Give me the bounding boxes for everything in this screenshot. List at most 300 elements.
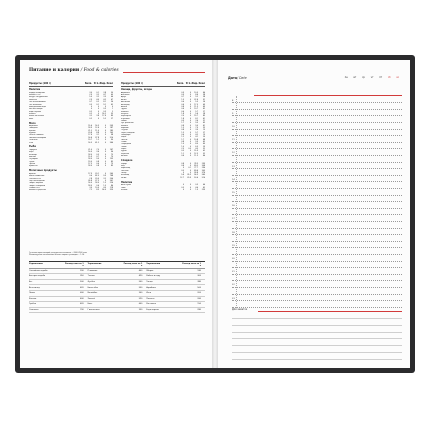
food-name: Укроп	[121, 148, 127, 151]
food-name: Сливки 10%	[29, 187, 40, 190]
exercise-kcal: 420	[138, 275, 143, 278]
food-value: 69	[202, 103, 205, 106]
food-name: Халва	[121, 176, 127, 179]
food-value: 33	[202, 126, 205, 129]
food-value: 5.2	[103, 117, 106, 120]
food-row	[121, 152, 205, 158]
food-value: 0.9	[181, 119, 184, 122]
food-value: 0.7	[96, 156, 99, 159]
food-value: 0.2	[89, 112, 92, 115]
exercise-table-header	[29, 261, 205, 269]
food-value: 299	[201, 162, 205, 165]
food-value: 9.2	[195, 96, 198, 99]
food-value: 41	[202, 117, 205, 120]
food-value: 36	[110, 101, 113, 104]
food-value: 147	[109, 149, 113, 152]
food-value: 0	[189, 122, 191, 125]
food-value: 1.3	[181, 126, 184, 129]
food-value: 0	[189, 164, 191, 167]
food-value: 0	[189, 155, 191, 158]
food-value: 0	[189, 110, 191, 113]
food-value: 118	[109, 187, 113, 190]
food-value: 0.9	[181, 94, 184, 97]
food-name: Хурма	[121, 150, 127, 153]
exercise-kcal: 500	[80, 281, 84, 284]
food-value: 80.3	[194, 164, 198, 167]
food-value: 3.5	[103, 96, 106, 99]
exercise-kcal: 420	[80, 303, 84, 306]
food-value: 83	[110, 160, 113, 163]
food-value: 2.9	[89, 98, 92, 101]
food-name: Огурцы	[121, 129, 128, 132]
food-name: Горбуша	[29, 149, 37, 152]
food-value: 0	[104, 180, 106, 182]
food-value: 260	[109, 172, 113, 175]
food-value: 0	[189, 138, 191, 141]
header-protein: Белк.	[85, 82, 93, 85]
hour-label: 23	[232, 297, 235, 300]
food-value: 0	[104, 136, 106, 139]
food-value: 0	[189, 145, 191, 148]
hour-label: 15	[232, 191, 235, 194]
food-value: 226	[109, 182, 113, 185]
food-name: Минтай	[29, 156, 36, 159]
food-name: Кролик	[29, 129, 36, 132]
food-value: 9.0	[96, 158, 99, 161]
food-value: 0.3	[96, 153, 99, 156]
food-value: 2.9	[89, 94, 92, 97]
food-name: Брынза	[29, 172, 36, 175]
food-value: 0	[189, 126, 191, 129]
food-value: 3.0	[89, 187, 92, 190]
header-carbs: Жир.	[99, 82, 106, 85]
food-value: 14.2	[102, 112, 106, 115]
food-name: Апельсин	[121, 94, 130, 97]
exercise-name: Езда верхом	[146, 309, 159, 312]
food-value: 27	[202, 110, 205, 113]
food-name: Смородина	[121, 143, 131, 146]
food-value: 1.5	[195, 188, 198, 191]
food-value: 4.2	[195, 133, 198, 136]
note-line[interactable]	[232, 318, 402, 319]
food-value: 31	[202, 119, 205, 122]
food-value: 15.9	[88, 156, 92, 159]
food-value: 5.7	[195, 110, 198, 113]
header-kcal-hour: Расход ккал за 1 ч	[123, 262, 143, 267]
food-value: 0.2	[89, 117, 92, 120]
food-value: 0.8	[181, 124, 184, 127]
food-name: Зефир	[121, 162, 127, 165]
food-name: Свинина нежирная	[29, 136, 47, 139]
food-value: 16.0	[88, 151, 92, 154]
food-name: Минеральная вода	[29, 105, 46, 108]
food-value: 28	[202, 112, 205, 115]
exercise-name: Бег	[29, 281, 33, 284]
food-name: Арбуз	[121, 96, 127, 99]
food-value: 20	[202, 136, 205, 139]
food-value: 18.0	[88, 165, 92, 168]
food-value: 0.6	[89, 175, 92, 178]
food-value: 52	[202, 152, 205, 155]
food-value: 42	[110, 103, 113, 106]
food-value: 4.0	[103, 187, 106, 190]
food-name: Картофель	[121, 115, 131, 118]
food-value: 1	[111, 108, 113, 111]
food-value: 42	[202, 186, 205, 189]
food-value: 0	[182, 171, 184, 174]
food-value: 0	[189, 94, 191, 97]
food-name: Утка	[29, 141, 34, 144]
food-value: 0	[189, 133, 191, 136]
food-value: 22.4	[194, 98, 198, 101]
food-value: 96	[110, 151, 113, 154]
food-value: 9.0	[195, 124, 198, 127]
food-name: Лимон	[121, 119, 127, 122]
food-value: 99.8	[194, 171, 198, 174]
food-value: 0	[104, 125, 106, 128]
food-value: 12.3	[194, 152, 198, 155]
food-name: Какао на молоке	[29, 115, 45, 118]
food-value: 0	[104, 141, 106, 144]
food-value: 0	[189, 171, 191, 174]
section-title: Сладкое	[121, 159, 133, 162]
food-value: 48	[202, 138, 205, 141]
food-value: 46	[202, 91, 205, 94]
section-title: Молочные продукты	[29, 169, 57, 173]
food-value: 18.0	[88, 184, 92, 187]
exercise-name: Велосипед	[29, 286, 40, 289]
food-value: 11.3	[194, 155, 198, 158]
header-kcal-hour: Расход ккал за 1 ч	[64, 262, 84, 267]
food-value: 346	[109, 141, 113, 144]
food-name: Виноград	[121, 103, 130, 106]
exercise-name: Футбол	[87, 281, 96, 284]
food-value: 0.8	[96, 165, 99, 168]
food-value: 1.3	[103, 182, 106, 185]
hour-label: 13	[232, 165, 235, 168]
food-name: Пиво	[121, 186, 126, 189]
food-value: 0	[189, 101, 191, 104]
food-name: Морковь	[121, 126, 129, 129]
food-value: 0	[104, 105, 106, 108]
food-value: 5.5	[195, 101, 198, 104]
food-value: 19.0	[88, 160, 92, 163]
food-value: 3.6	[195, 119, 198, 122]
food-value: 0	[189, 117, 191, 120]
food-value: 60	[110, 94, 113, 97]
header-exercise: Упражнения	[29, 262, 43, 265]
food-value: 0	[90, 105, 92, 108]
food-value: 0.3	[103, 110, 106, 113]
food-name: Судак	[29, 160, 35, 163]
header-protein: Белк.	[177, 82, 185, 85]
note-line[interactable]	[232, 345, 402, 346]
half-hour-slot[interactable]	[232, 301, 402, 308]
food-value: 4.7	[103, 94, 106, 97]
food-value: 3.0	[89, 91, 92, 94]
food-name: Кофе черный	[29, 110, 41, 113]
food-name: Сок яблочный	[29, 103, 42, 106]
food-value: 5.4	[195, 112, 198, 115]
food-value: 0	[189, 91, 191, 94]
hour-label: 20	[232, 257, 235, 260]
food-value: 0.1	[96, 103, 99, 106]
food-value: 14.0	[88, 182, 92, 185]
food-value: 56.5	[194, 174, 198, 177]
food-value: 19.7	[88, 139, 92, 142]
food-value: 3.2	[96, 96, 99, 99]
food-value: 2.8	[89, 177, 92, 180]
food-name: Черешня	[121, 152, 129, 155]
exercise-name: Скакалка	[29, 309, 39, 312]
food-value: 165	[109, 132, 113, 135]
food-value: 17.4	[102, 115, 106, 118]
exercise-kcal: 180	[197, 269, 202, 272]
food-value: 183	[109, 129, 113, 132]
food-value: 0	[189, 186, 191, 189]
food-value: 50.6	[194, 176, 198, 179]
exercise-name: Пилатес	[146, 297, 155, 300]
exercise-kcal: 200	[80, 269, 84, 272]
food-value: 0.5	[188, 148, 191, 151]
exercise-kcal: 520	[138, 297, 143, 300]
food-value: 53	[110, 112, 113, 115]
food-value: 153	[109, 158, 113, 161]
food-value: 49	[202, 105, 205, 108]
food-value: 0	[189, 150, 191, 153]
food-row	[29, 165, 113, 167]
exercise-kcal: 300	[138, 292, 143, 295]
food-value: 89	[110, 115, 113, 118]
food-value: 0	[90, 108, 92, 111]
food-value: 10.7	[194, 108, 198, 111]
food-table-right	[121, 82, 205, 191]
note-line[interactable]	[232, 338, 402, 339]
exercise-kcal: 600	[138, 303, 143, 306]
note-line[interactable]	[232, 325, 402, 326]
exercise-kcal: 300	[197, 275, 202, 278]
exercise-name: Быстрая ходьба	[29, 275, 46, 278]
food-value: 187	[109, 127, 113, 130]
food-value: 6.5	[195, 145, 198, 148]
food-value: 0	[97, 108, 99, 111]
header-exercise: Упражнения	[87, 262, 102, 265]
food-value: 0	[189, 103, 191, 106]
weekday-label: ср	[362, 76, 365, 79]
food-value: 296	[201, 167, 205, 170]
food-value: 3.6	[96, 151, 99, 154]
food-value: 4.6	[195, 186, 198, 189]
food-value: 0	[182, 188, 184, 191]
food-value: 0.7	[89, 101, 92, 104]
hour-label: 12	[232, 152, 235, 155]
food-value: 0	[182, 184, 184, 187]
food-value: 19	[202, 133, 205, 136]
food-value: 12.4	[95, 127, 99, 130]
food-name: Скумбрия	[29, 158, 38, 161]
food-value: 21.0	[88, 149, 92, 152]
weekday-labels	[342, 76, 404, 79]
food-value: 4.2	[103, 98, 106, 101]
food-value: 32	[202, 148, 205, 151]
exercise-name: Волейбол	[87, 292, 98, 295]
food-value: 239	[201, 188, 205, 191]
date-label-ru: Дата	[228, 76, 237, 80]
food-value: 0.8	[181, 105, 184, 108]
food-value: 70	[110, 156, 113, 159]
table-header	[29, 82, 113, 87]
food-name: Чай без сахара	[29, 108, 43, 111]
weekday-label: вт	[353, 76, 357, 79]
food-value: 0	[104, 129, 106, 132]
food-value: 0.6	[181, 133, 184, 136]
food-value: 0	[189, 124, 191, 127]
food-value: 0	[189, 96, 191, 99]
food-value: 0	[104, 139, 106, 142]
exercise-name: Танцы	[146, 281, 153, 284]
food-value: 0	[104, 165, 106, 168]
notes-label: Для заметок	[232, 308, 248, 311]
exercise-kcal: 500	[197, 286, 202, 289]
food-value: 0	[111, 105, 113, 108]
food-value: 0.8	[181, 141, 184, 143]
exercise-name: Бокс	[87, 303, 93, 306]
food-value: 0	[104, 127, 106, 130]
title-ru: Питание и калории	[29, 68, 80, 73]
note-line[interactable]	[232, 332, 402, 333]
note-line[interactable]	[232, 352, 402, 353]
food-name: Тыква	[121, 145, 127, 148]
page-title	[29, 68, 119, 73]
food-value: 20.8	[88, 132, 92, 135]
food-value: 83	[202, 115, 205, 118]
food-value: 15	[202, 129, 205, 132]
exercise-kcal: 400	[138, 269, 143, 272]
food-value: 0	[104, 153, 106, 156]
food-value: 43	[202, 122, 205, 125]
header-product: Продукты (100 г)	[29, 82, 52, 85]
exercise-name: Теннис	[87, 275, 95, 278]
food-value: 17.9	[88, 172, 92, 175]
food-value: 0	[97, 110, 99, 113]
hour-label: 18	[232, 231, 235, 234]
note-line[interactable]	[232, 359, 402, 360]
food-value: 0.9	[181, 91, 184, 94]
food-value: 8.5	[96, 189, 99, 192]
food-value: 540	[201, 174, 205, 177]
food-value: 56.0	[102, 189, 106, 192]
food-value: 8.1	[103, 101, 106, 104]
food-name: Коньяк	[121, 188, 128, 191]
food-name: Квас	[29, 117, 34, 120]
food-name: Говядина	[29, 127, 38, 130]
food-value: 0	[189, 136, 191, 139]
food-value: 29	[202, 145, 205, 148]
food-name: Капуста	[121, 112, 129, 115]
food-name: Печень говяжья	[29, 134, 44, 137]
food-value: 27	[202, 131, 205, 134]
food-name: Творог нежирный	[29, 184, 45, 187]
food-value: 1.3	[181, 131, 184, 134]
food-value: 62	[202, 150, 205, 153]
food-name: Курица	[29, 132, 36, 135]
food-value: 2.5	[181, 148, 184, 151]
food-name: Масло сливочное	[29, 175, 45, 178]
food-value: 83	[110, 165, 113, 168]
food-value: 0.5	[181, 169, 184, 172]
food-value: 0.3	[181, 186, 184, 189]
food-value: 0	[189, 188, 191, 191]
food-value: 1.2	[181, 136, 184, 139]
food-name: Банан	[121, 98, 127, 101]
exercise-name: Коньки	[29, 297, 37, 300]
food-name: Кальмар	[29, 153, 37, 156]
exercise-kcal: 500	[138, 281, 143, 284]
hour-label: 10	[232, 125, 235, 128]
header-exercise: Упражнения	[146, 262, 161, 265]
food-value: 0	[97, 117, 99, 120]
food-value: 78.3	[194, 162, 198, 165]
food-value: 0	[189, 129, 191, 132]
food-name: Редис	[121, 136, 127, 139]
food-value: 38	[202, 94, 205, 97]
food-name: Ряженка	[29, 98, 37, 101]
food-value: 17.5	[194, 103, 198, 106]
food-name: Лук репчатый	[121, 122, 134, 125]
hour-label: 21	[232, 271, 235, 274]
exercise-kcal: 420	[80, 286, 84, 289]
food-name: Пастила	[121, 169, 129, 172]
section-title: Мясо	[29, 121, 36, 125]
food-value: 308	[201, 164, 205, 167]
food-value: 15.9	[194, 150, 198, 153]
food-value: 3.8	[96, 115, 99, 118]
food-value: 4.5	[195, 148, 198, 151]
food-value: 3.0	[195, 129, 198, 132]
food-value: 17.5	[88, 163, 92, 166]
food-value: 3.2	[89, 115, 92, 118]
food-value: 18.0	[88, 153, 92, 156]
food-value: 0	[189, 119, 191, 122]
section-title: Напитки	[121, 180, 133, 184]
food-value: 98	[110, 134, 113, 137]
food-value: 17.4	[88, 134, 92, 137]
food-name: Креветки	[29, 165, 38, 168]
exercise-name: Гребля	[29, 303, 37, 306]
date-label-en: / Date	[237, 76, 247, 80]
food-name: Яблоки	[121, 155, 128, 158]
food-name: Молоко сгущенное	[29, 189, 46, 192]
food-value: 0.6	[96, 184, 99, 187]
food-value: 7.2	[89, 189, 92, 192]
hour-label: 14	[232, 178, 235, 181]
food-value: 9.5	[195, 122, 198, 125]
food-value: 26.8	[88, 180, 92, 182]
food-name: Кабачки	[121, 110, 129, 113]
food-value: 0	[189, 131, 191, 134]
exercise-kcal: 380	[197, 281, 202, 284]
food-name: Баранина	[29, 125, 38, 128]
food-value: 0	[97, 112, 99, 115]
food-name: Свекла	[121, 138, 128, 141]
exercise-kcal: 550	[138, 286, 143, 289]
food-value: 24	[202, 101, 205, 104]
food-value: 0	[104, 158, 106, 161]
hour-label: 9	[232, 112, 234, 115]
food-value: 0	[189, 105, 191, 108]
food-value: 0	[104, 151, 106, 154]
food-value: 0.5	[89, 103, 92, 106]
